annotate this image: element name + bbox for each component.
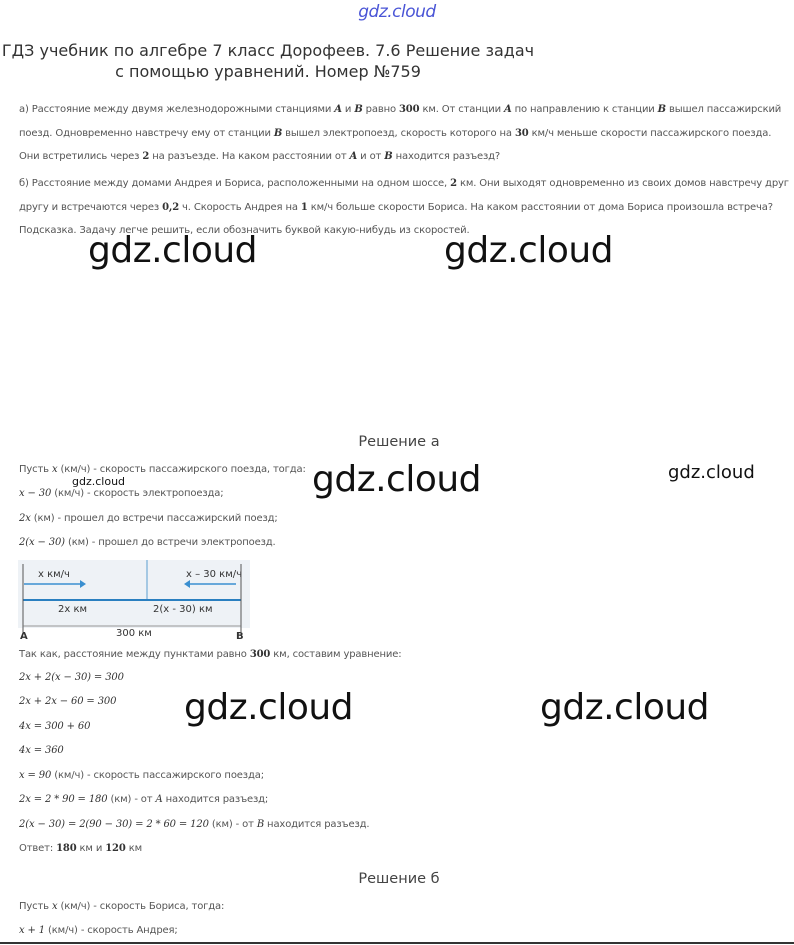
equation-7: 2(x − 30) = 2(90 − 30) = 2 * 60 = 120 (км) - от B находится разъезд. [19, 819, 370, 830]
right-distance-label: 2(x - 30) км [153, 604, 213, 615]
watermark: gdz.cloud [184, 687, 354, 728]
solution-a-line-5: Так как, расстояние между пунктами равно 300 км, составим уравнение: [19, 649, 402, 660]
task-a-line-1: а) Расстояние между двумя железнодорожными станциями A и B равно 300 км. От станции A по направлению к станции B вышел пассажирский [19, 104, 782, 115]
watermark: gdz.cloud [540, 687, 710, 728]
answer-a: Ответ: 180 км и 120 км [19, 843, 143, 854]
page-title-line-1: ГДЗ учебник по алгебре 7 класс Дорофеев. 7.6 Решение задач [1, 41, 535, 60]
right-speed-label: x – 30 км/ч [186, 569, 243, 580]
task-a [19, 98, 789, 169]
equation-6: 2x = 2 * 90 = 180 (км) - от A находится разъезд; [19, 794, 269, 805]
page-title [0, 40, 536, 82]
point-a-label: A [20, 631, 28, 642]
task-b-line-3: Подсказка. Задачу легче решить, если обозначить буквой какую-нибудь из скоростей. [19, 225, 470, 236]
equation-2: 2x + 2x − 60 = 300 [19, 696, 117, 707]
point-b-label: B [236, 631, 244, 642]
solution-a-line-2: x − 30 (км/ч) - скорость электропоезда; [19, 488, 224, 499]
watermark: gdz.cloud [668, 462, 755, 483]
solution-a-line-1: Пусть x (км/ч) - скорость пассажирского поезда, тогда: [19, 464, 306, 475]
solution-b-line-1: Пусть x (км/ч) - скорость Бориса, тогда: [19, 901, 225, 912]
distance-diagram [18, 560, 250, 642]
site-logo[interactable]: gdz.cloud [358, 2, 436, 22]
task-a-line-3: Они встретились через 2 на разъезде. На каком расстоянии от A и от B находится разъезд? [19, 151, 501, 162]
equation-5: x = 90 (км/ч) - скорость пассажирского поезда; [19, 770, 264, 781]
watermark: gdz.cloud [312, 459, 482, 500]
equation-3: 4x = 300 + 60 [19, 721, 91, 732]
left-distance-label: 2x км [58, 604, 88, 615]
solution-b-heading: Решение б [358, 871, 440, 887]
task-b-line-2: другу и встречаются через 0,2 ч. Скорость Андрея на 1 км/ч больше скорости Бориса. На каком расстоянии от дома Бориса произошла встреча? [19, 201, 773, 213]
page-title-line-2: с помощью уравнений. Номер №759 [115, 62, 421, 81]
left-speed-label: x км/ч [38, 569, 70, 580]
bottom-divider [0, 942, 794, 944]
equation-1: 2x + 2(x − 30) = 300 [19, 672, 124, 683]
total-distance-label: 300 км [116, 628, 152, 639]
watermark: gdz.cloud [72, 475, 126, 488]
solution-b-line-2: x + 1 (км/ч) - скорость Андрея; [19, 925, 178, 936]
watermark: gdz.cloud [88, 230, 258, 271]
equation-4: 4x = 360 [19, 745, 64, 756]
solution-a-line-3: 2x (км) - прошел до встречи пассажирский поезд; [19, 513, 278, 524]
solution-a-line-4: 2(x − 30) (км) - прошел до встречи электропоезд. [19, 537, 276, 548]
solution-a-heading: Решение а [358, 434, 440, 450]
task-a-line-2: поезд. Одновременно навстречу ему от станции B вышел электропоезд, скорость которого на 30 км/ч меньше скорости пассажирского поезда. [19, 127, 772, 139]
task-b-line-1: б) Расстояние между домами Андрея и Бориса, расположенными на одном шоссе, 2 км. Они выходят одновременно из своих домов навстречу друг [19, 178, 789, 189]
watermark: gdz.cloud [444, 230, 614, 271]
